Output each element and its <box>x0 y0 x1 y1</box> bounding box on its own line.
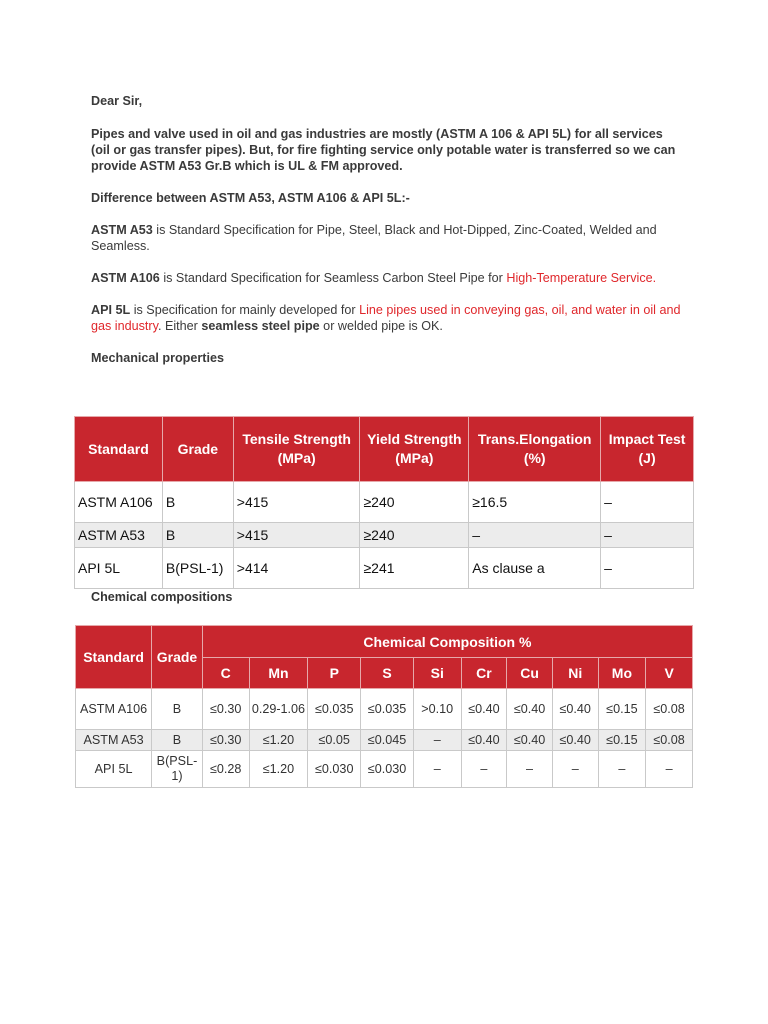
table-cell: ≤0.030 <box>361 751 414 788</box>
chem-header-cu: Cu <box>507 658 553 689</box>
table-cell: ≤0.40 <box>507 689 553 730</box>
table-cell: – <box>507 751 553 788</box>
chem-header-ni: Ni <box>552 658 598 689</box>
table-cell: ASTM A106 <box>75 482 163 523</box>
api5l-text3: or welded pipe is OK. <box>319 319 443 333</box>
table-cell: ≤0.15 <box>598 689 646 730</box>
table-row <box>76 751 693 788</box>
mech-header-elongation: Trans.Elongation (%) <box>469 417 601 482</box>
table-cell: >415 <box>233 523 360 548</box>
table-cell: – <box>598 751 646 788</box>
table-cell: ASTM A53 <box>76 730 152 751</box>
table-cell: 0.29-1.06 <box>249 689 308 730</box>
table-cell: – <box>461 751 507 788</box>
table-cell: B <box>152 689 203 730</box>
api5l-bold: seamless steel pipe <box>201 319 320 333</box>
table-cell: – <box>413 751 461 788</box>
mech-header-impact: Impact Test (J) <box>601 417 694 482</box>
table-cell: ≥16.5 <box>469 482 601 523</box>
table-row <box>76 689 693 730</box>
table-cell: ≥240 <box>360 523 469 548</box>
table-cell: ≤0.30 <box>202 730 249 751</box>
chemical-composition-table <box>75 625 693 788</box>
mechanical-header-row <box>75 417 694 482</box>
chem-header-cr: Cr <box>461 658 507 689</box>
intro-paragraph: Pipes and valve used in oil and gas industries are mostly (ASTM A 106 & API 5L) for all services (oil or gas transfer pipes). But, for fire fighting service only potable water is transferred so we can provide ASTM A53 Gr.B which is UL & FM approved. <box>91 127 676 173</box>
mech-header-tensile: Tensile Strength (MPa) <box>233 417 360 482</box>
table-cell: B(PSL-1) <box>162 548 233 589</box>
table-cell: API 5L <box>75 548 163 589</box>
table-cell: B <box>162 482 233 523</box>
table-cell: ≥240 <box>360 482 469 523</box>
table-cell: As clause a <box>469 548 601 589</box>
a106-term: ASTM A106 <box>91 271 160 285</box>
a53-text: is Standard Specification for Pipe, Steel, Black and Hot-Dipped, Zinc-Coated, Welded and Seamless. <box>91 223 657 253</box>
chem-header-s: S <box>361 658 414 689</box>
api5l-text: is Specification for mainly developed for <box>130 303 360 317</box>
table-row <box>75 548 694 589</box>
table-cell: ≤0.05 <box>308 730 361 751</box>
mech-header-standard: Standard <box>75 417 163 482</box>
a106-highlight: High-Temperature Service <box>506 271 653 285</box>
chem-header-mn: Mn <box>249 658 308 689</box>
table-row <box>75 523 694 548</box>
difference-heading: Difference between ASTM A53, ASTM A106 & API 5L:- <box>91 191 410 205</box>
chemical-header-row <box>76 626 693 658</box>
a106-end: . <box>652 271 657 285</box>
table-cell: – <box>601 523 694 548</box>
table-cell: >414 <box>233 548 360 589</box>
table-cell: B <box>162 523 233 548</box>
table-cell: B <box>152 730 203 751</box>
table-cell: ASTM A106 <box>76 689 152 730</box>
table-cell: ≤0.08 <box>646 730 693 751</box>
table-cell: – <box>552 751 598 788</box>
mech-header-yield: Yield Strength (MPa) <box>360 417 469 482</box>
table-cell: ≤0.40 <box>461 689 507 730</box>
a106-text: is Standard Specification for Seamless Carbon Steel Pipe for <box>159 271 507 285</box>
table-cell: B(PSL-1) <box>152 751 203 788</box>
api5l-text2: . Either <box>157 319 202 333</box>
table-cell: ≤0.045 <box>361 730 414 751</box>
chem-header-grade: Grade <box>152 626 203 689</box>
greeting: Dear Sir, <box>91 94 143 108</box>
chemical-heading: Chemical compositions <box>91 590 233 604</box>
table-cell: ≤0.40 <box>552 689 598 730</box>
chem-header-standard: Standard <box>76 626 152 689</box>
a53-paragraph <box>91 222 681 254</box>
table-cell: ≤0.035 <box>361 689 414 730</box>
table-cell: ≤0.15 <box>598 730 646 751</box>
letter-body <box>91 93 681 382</box>
table-cell: >415 <box>233 482 360 523</box>
table-cell: ≤0.40 <box>552 730 598 751</box>
table-row <box>76 730 693 751</box>
table-cell: ≤0.40 <box>461 730 507 751</box>
table-cell: – <box>413 730 461 751</box>
chem-header-mo: Mo <box>598 658 646 689</box>
table-cell: ≤0.08 <box>646 689 693 730</box>
chem-header-group: Chemical Composition % <box>202 626 692 658</box>
table-cell: ≥241 <box>360 548 469 589</box>
table-row <box>75 482 694 523</box>
table-cell: ≤0.035 <box>308 689 361 730</box>
chem-header-si: Si <box>413 658 461 689</box>
table-cell: ≤1.20 <box>249 730 308 751</box>
mechanical-heading: Mechanical properties <box>91 351 224 365</box>
api5l-term: API 5L <box>91 303 131 317</box>
table-cell: ≤0.30 <box>202 689 249 730</box>
table-cell: API 5L <box>76 751 152 788</box>
table-cell: ≤1.20 <box>249 751 308 788</box>
mechanical-properties-table <box>74 416 694 589</box>
chem-header-v: V <box>646 658 693 689</box>
table-cell: – <box>601 548 694 589</box>
table-cell: ≤0.28 <box>202 751 249 788</box>
api5l-highlight: Line pipes used in conveying gas, oil, and water in oil and gas industry <box>91 303 681 333</box>
api5l-paragraph <box>91 302 681 334</box>
a53-term: ASTM A53 <box>91 223 153 237</box>
table-cell: ≤0.030 <box>308 751 361 788</box>
a106-paragraph <box>91 270 681 286</box>
chem-header-p: P <box>308 658 361 689</box>
chem-header-c: C <box>202 658 249 689</box>
table-cell: ASTM A53 <box>75 523 163 548</box>
table-cell: – <box>646 751 693 788</box>
table-cell: – <box>469 523 601 548</box>
table-cell: – <box>601 482 694 523</box>
mech-header-grade: Grade <box>162 417 233 482</box>
table-cell: ≤0.40 <box>507 730 553 751</box>
table-cell: >0.10 <box>413 689 461 730</box>
